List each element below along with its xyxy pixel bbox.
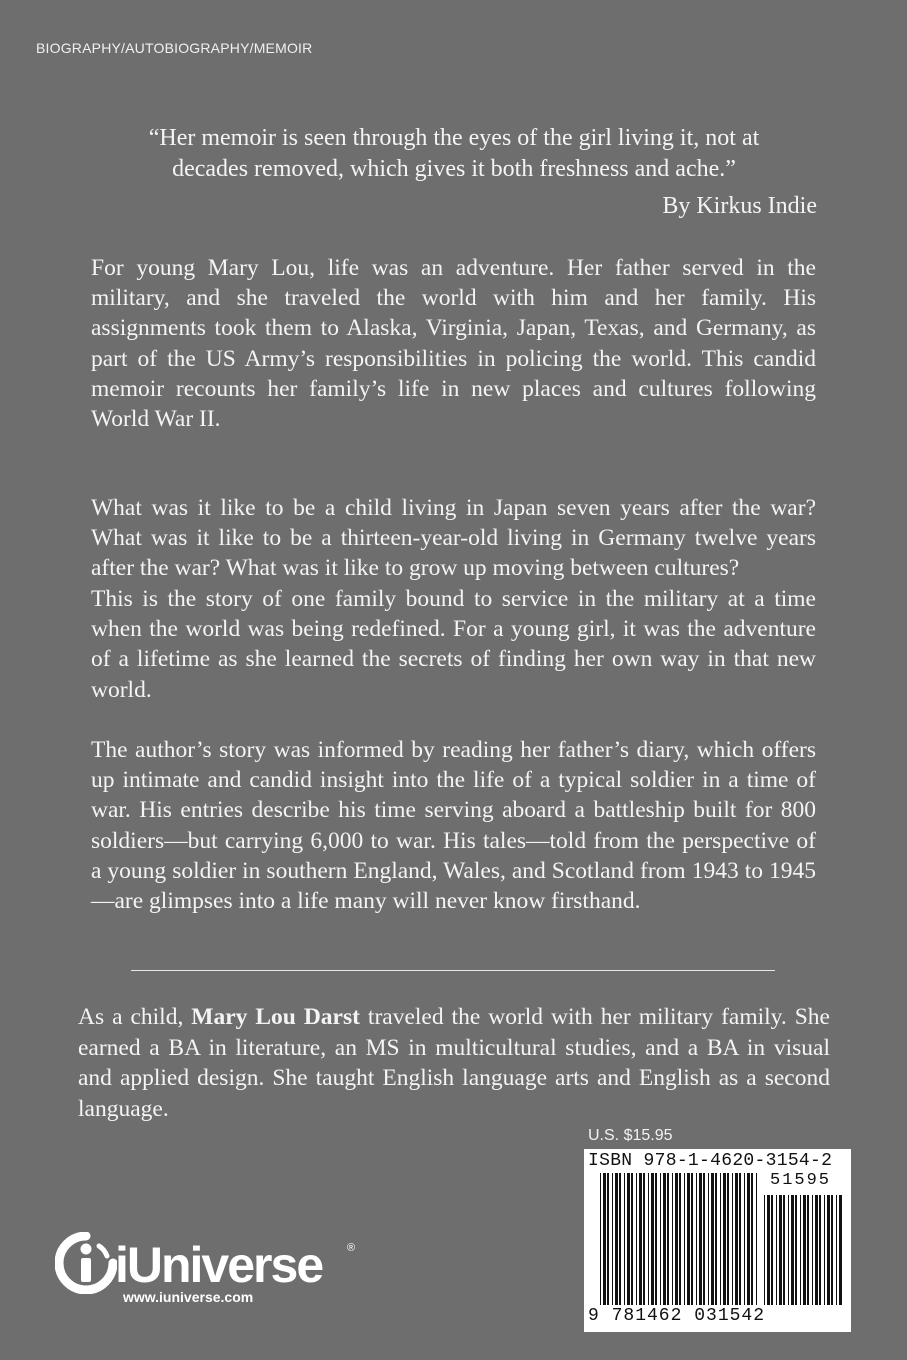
barcode-bar	[679, 1173, 681, 1305]
barcode-bar	[715, 1173, 717, 1305]
barcode-bar	[812, 1195, 813, 1305]
barcode-bar	[767, 1195, 770, 1305]
barcode-bar	[651, 1173, 654, 1305]
barcode-bar	[824, 1195, 825, 1305]
barcode-bar	[636, 1173, 637, 1305]
barcode-bar	[667, 1173, 669, 1305]
barcode-bar	[800, 1195, 801, 1305]
barcode-bar	[672, 1173, 673, 1305]
barcode-bar	[783, 1195, 785, 1305]
publisher-url: www.iuniverse.com	[123, 1289, 254, 1305]
barcode-bar	[807, 1195, 809, 1305]
barcode-bar	[764, 1195, 765, 1305]
barcode-bar	[699, 1173, 702, 1305]
barcode-bar	[795, 1195, 797, 1305]
section-divider	[131, 970, 775, 971]
description-paragraph-1: For young Mary Lou, life was an adventure. Her father served in the military, and she traveled the world with him and her family. His assignments took them to Alaska, Virginia, Japan, Texas, and Germany, as part of the US Army’s responsibilities in policing the world. This candid memoir recounts her family’s life in new places and cultures following World War II.	[91, 255, 816, 433]
isbn-barcode	[584, 1149, 851, 1332]
barcode-bar	[607, 1173, 609, 1305]
barcode-bar	[727, 1173, 729, 1305]
barcode-bar	[612, 1173, 613, 1305]
barcode-bar	[739, 1173, 741, 1305]
barcode-bar	[660, 1173, 661, 1305]
barcode-bar	[711, 1173, 714, 1305]
description-paragraph-3: This is the story of one family bound to service in the military at a time when the world was being redefined. For a young girl, it was the adventure of a lifetime as she learned the secrets of finding her own way in that new world.	[91, 586, 816, 703]
bio-body: traveled the world with her military family. She earned a BA in literature, an MS in multicultural studies, and a BA in visual and applied design. She taught English language arts and English as a second language.	[78, 1004, 830, 1122]
barcode-bar	[831, 1195, 833, 1305]
barcode-bar	[839, 1195, 842, 1305]
barcode-bar	[631, 1173, 633, 1305]
isbn-label: ISBN 978-1-4620-3154-2	[588, 1151, 833, 1171]
barcode-bar	[791, 1195, 794, 1305]
barcode-bar	[836, 1195, 837, 1305]
barcode-bar	[723, 1173, 726, 1305]
author-name: Mary Lou Darst	[191, 1004, 360, 1030]
barcode-bar	[744, 1173, 745, 1305]
publisher-name: iUniverse	[115, 1237, 323, 1293]
barcode-bar	[684, 1173, 685, 1305]
barcode-bar	[708, 1173, 709, 1305]
barcode-bar	[648, 1173, 649, 1305]
registered-mark: ®	[347, 1242, 356, 1254]
bio-prefix: As a child,	[78, 1004, 192, 1030]
barcode-bar	[655, 1173, 657, 1305]
barcode-bar	[776, 1195, 777, 1305]
barcode-bar	[675, 1173, 678, 1305]
barcode-bar	[639, 1173, 642, 1305]
barcode-bar	[687, 1173, 690, 1305]
quote-attribution: By Kirkus Indie	[662, 193, 817, 219]
barcode-bar	[756, 1173, 757, 1305]
barcode-bar	[788, 1195, 789, 1305]
barcode-bar	[691, 1173, 693, 1305]
author-bio	[78, 1002, 830, 1124]
ean-digits: 9 781462 031542	[588, 1306, 766, 1326]
barcode-bar	[703, 1173, 705, 1305]
barcode-bar	[735, 1173, 738, 1305]
barcode-bar	[720, 1173, 721, 1305]
barcode-bar	[600, 1173, 601, 1305]
barcode-bar	[663, 1173, 666, 1305]
genre-category: BIOGRAPHY/AUTOBIOGRAPHY/MEMOIR	[36, 40, 313, 56]
barcode-bar	[827, 1195, 830, 1305]
barcode-bar	[779, 1195, 782, 1305]
barcode-bar	[819, 1195, 821, 1305]
barcode-bar	[603, 1173, 606, 1305]
addon-barcode-bars	[764, 1195, 844, 1305]
description-paragraph-2: What was it like to be a child living in Japan seven years after the war? What was it like to be a thirteen-year-old living in Germany twelve years after the war? What was it like to grow up moving between cultures?	[91, 495, 816, 582]
barcode-bar	[815, 1195, 818, 1305]
barcode-bar	[747, 1173, 750, 1305]
description-paragraph-4: The author’s story was informed by reading her father’s diary, which offers up intimate and candid insight into the life of a typical soldier in a time of war. His entries describe his time serving aboard a battleship built for 800 soldiers—but carrying 6,000 to war. His tales—told from the perspective of a young soldier in southern England, Wales, and Scotland from 1943 to 1945—are glimpses into a life many will never know firsthand.	[91, 737, 816, 915]
ean-barcode-bars	[600, 1173, 760, 1305]
barcode-bar	[615, 1173, 618, 1305]
price-label: U.S. $15.95	[588, 1127, 673, 1144]
barcode-bar	[803, 1195, 806, 1305]
barcode-bar	[627, 1173, 630, 1305]
barcode-bar	[771, 1195, 773, 1305]
barcode-bar	[751, 1173, 753, 1305]
barcode-bar	[619, 1173, 621, 1305]
publisher-logo	[55, 1232, 375, 1312]
price-addon-code: 51595	[770, 1171, 832, 1190]
review-quote: “Her memoir is seen through the eyes of the girl living it, not at decades removed, which gives it both freshness and ache.”	[148, 125, 760, 182]
barcode-bar	[643, 1173, 645, 1305]
barcode-bar	[624, 1173, 625, 1305]
iuniverse-swirl-icon	[55, 1232, 117, 1294]
barcode-bar	[732, 1173, 733, 1305]
barcode-bar	[696, 1173, 697, 1305]
